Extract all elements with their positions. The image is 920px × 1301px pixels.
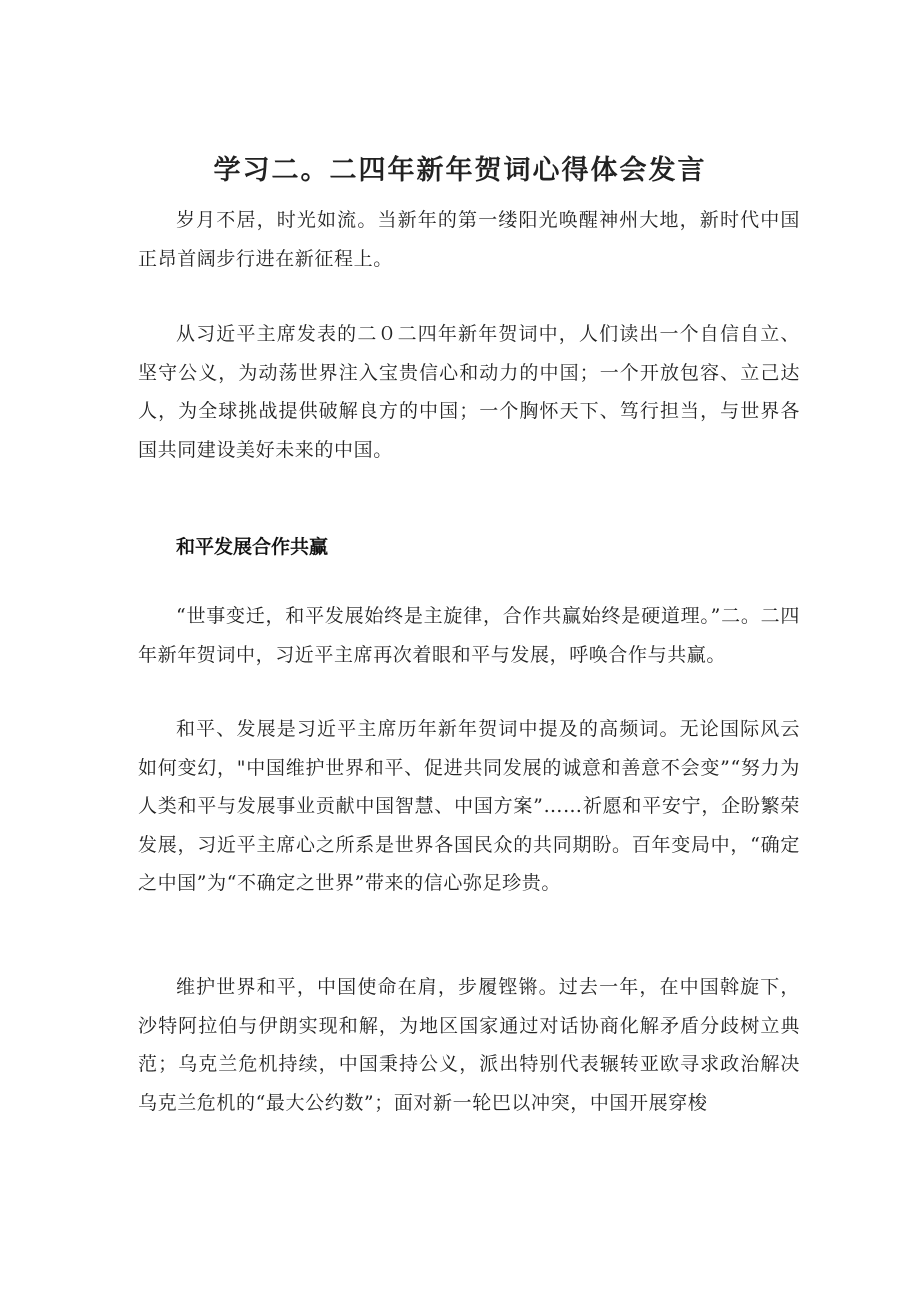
paragraph-intro: 岁月不居，时光如流。当新年的第一缕阳光唤醒神州大地，新时代中国正昂首阔步行进在新征程上。 [138,209,800,270]
section-heading: 和平发展合作共赢 [176,536,329,558]
paragraph-overview: 从习近平主席发表的二０二四年新年贺词中，人们读出一个自信自立、坚守公义，为动荡世界注入宝贵信心和动力的中国；一个开放包容、立己达人，为全球挑战提供破解良方的中国；一个胸怀天下、笃行担当，与世界各国共同建设美好未来的中国。 [138,323,800,461]
document-title: 学习二。二四年新年贺词心得体会发言 [213,155,707,187]
paragraph-world-peace: 维护世界和平，中国使命在肩，步履铿锵。过去一年，在中国斡旋下，沙特阿拉伯与伊朗实现和解，为地区国家通过对话协商化解矛盾分歧树立典范；乌克兰危机持续，中国秉持公义，派出特别代表辗转亚欧寻求政治解决乌克兰危机的“最大公约数”；面对新一轮巴以冲突，中国开展穿梭 [138,976,800,1114]
paragraph-peace-development: 和平、发展是习近平主席历年新年贺词中提及的高频词。无论国际风云如何变幻，"中国维护世界和平、促进共同发展的诚意和善意不会变”“努力为人类和平与发展事业贡献中国智慧、中国方案”……祈愿和平安宁，企盼繁荣发展，习近平主席心之所系是世界各国民众的共同期盼。百年变局中，“确定之中国”为“不确定之世界”带来的信心弥足珍贵。 [138,718,800,894]
paragraph-quote: “世事变迁，和平发展始终是主旋律，合作共赢始终是硬道理。”二。二四年新年贺词中，习近平主席再次着眼和平与发展，呼唤合作与共赢。 [138,605,800,666]
